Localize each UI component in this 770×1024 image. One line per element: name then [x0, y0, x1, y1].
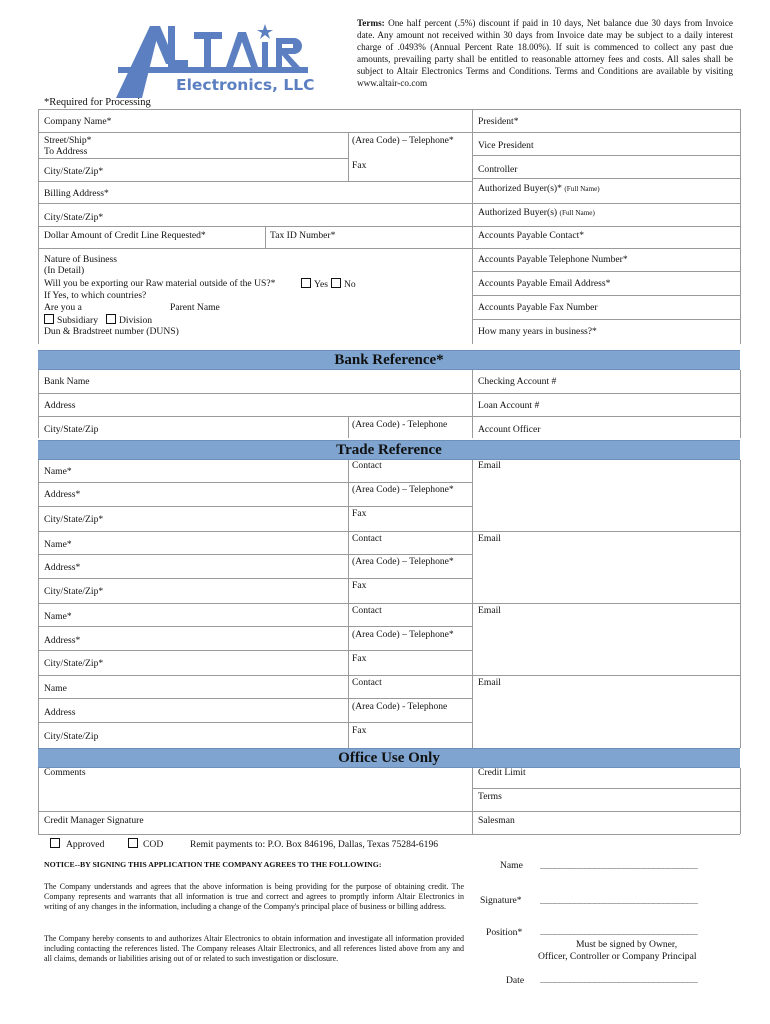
- sig-position-field[interactable]: ________________________________: [540, 926, 698, 936]
- street-ship-label: Street/Ship*: [44, 135, 92, 146]
- trade-ref-2-city-label: City/State/Zip*: [44, 586, 104, 597]
- notice-paragraph-1: The Company understands and agrees that the above information is being providing for the purpose of obtaining credit. The Company represents and warrants that all information is true and correct and agrees to promptly inform Altair Electronics in writing of any changes in the information, including a change of the Company's principal place of business or billing address.: [44, 882, 464, 912]
- bank-telephone-label: (Area Code) - Telephone: [352, 419, 448, 430]
- billing-city-state-zip-label: City/State/Zip*: [44, 212, 104, 223]
- trade-ref-4-address-label: Address: [44, 707, 76, 718]
- credit-line-label: Dollar Amount of Credit Line Requested*: [44, 230, 206, 241]
- which-countries-label: If Yes, to which countries?: [44, 290, 147, 301]
- bank-reference-title: Bank Reference*: [334, 352, 444, 368]
- trade-ref-2-fax-label: Fax: [352, 580, 367, 591]
- controller-label: Controller: [478, 164, 518, 175]
- sig-date-label: Date: [506, 975, 525, 986]
- billing-address-label: Billing Address*: [44, 188, 109, 199]
- to-address-label: To Address: [44, 146, 88, 157]
- office-use-title: Office Use Only: [338, 750, 440, 766]
- trade-ref-3-fax-label: Fax: [352, 653, 367, 664]
- are-you-a-label: Are you a: [44, 302, 82, 313]
- division-checkbox[interactable]: [106, 314, 116, 324]
- president-label: President*: [478, 116, 519, 127]
- trade-ref-1-telephone-label: (Area Code) – Telephone*: [352, 484, 454, 495]
- bank-city-label: City/State/Zip: [44, 424, 99, 435]
- trade-ref-1-name-label: Name*: [44, 466, 72, 477]
- cod-label: COD: [143, 839, 164, 850]
- full-name-hint-2: (Full Name): [559, 209, 595, 217]
- bank-address-label: Address: [44, 400, 76, 411]
- trade-reference-title: Trade Reference: [336, 442, 442, 458]
- bank-name-label: Bank Name: [44, 376, 90, 387]
- salesman-label: Salesman: [478, 815, 515, 826]
- sig-signature-field[interactable]: ________________________________: [540, 895, 698, 905]
- duns-label: Dun & Bradstreet number (DUNS): [44, 326, 179, 337]
- office-use-header: [38, 748, 740, 768]
- trade-ref-3-name-label: Name*: [44, 611, 72, 622]
- nature-of-business-label: Nature of Business: [44, 254, 118, 265]
- remit-address: Remit payments to: P.O. Box 846196, Dallas, Texas 75284-6196: [190, 839, 439, 850]
- sig-date-field[interactable]: ________________________________: [540, 974, 698, 984]
- trade-ref-4-telephone-label: (Area Code) - Telephone: [352, 701, 448, 712]
- trade-ref-3-city-label: City/State/Zip*: [44, 658, 104, 669]
- trade-ref-2-email-label: Email: [478, 533, 501, 544]
- sig-name-label: Name: [500, 860, 523, 871]
- trade-ref-1-city-label: City/State/Zip*: [44, 514, 104, 525]
- trade-ref-2-name-label: Name*: [44, 539, 72, 550]
- ap-telephone-label: Accounts Payable Telephone Number*: [478, 254, 628, 265]
- trade-ref-4-contact-label: Contact: [352, 677, 382, 688]
- subsidiary-checkbox[interactable]: [44, 314, 54, 324]
- export-yes-checkbox[interactable]: [301, 278, 311, 288]
- subsidiary-option[interactable]: [44, 314, 98, 326]
- logo-subtitle: Electronics, LLC: [176, 76, 315, 94]
- company-name-field[interactable]: [140, 112, 465, 130]
- tax-id-label: Tax ID Number*: [270, 230, 336, 241]
- company-telephone-label: (Area Code) – Telephone*: [352, 135, 454, 146]
- export-yes-label: Yes: [314, 279, 328, 290]
- authorized-buyer-2-label: [478, 207, 595, 219]
- terms-paragraph: [357, 18, 733, 89]
- trade-ref-1-fax-label: Fax: [352, 508, 367, 519]
- cod-option[interactable]: [128, 838, 163, 850]
- export-no-label: No: [344, 279, 356, 290]
- years-in-business-label: How many years in business?*: [478, 326, 597, 337]
- company-fax-label: Fax: [352, 160, 367, 171]
- trade-ref-2-contact-label: Contact: [352, 533, 382, 544]
- trade-ref-3-telephone-label: (Area Code) – Telephone*: [352, 629, 454, 640]
- vice-president-label: Vice President: [478, 140, 534, 151]
- credit-limit-label: Credit Limit: [478, 767, 526, 778]
- account-officer-label: Account Officer: [478, 424, 541, 435]
- trade-ref-4-city-label: City/State/Zip: [44, 731, 99, 742]
- required-note: *Required for Processing: [44, 97, 151, 108]
- trade-ref-3-address-label: Address*: [44, 635, 81, 646]
- city-state-zip-label: City/State/Zip*: [44, 166, 104, 177]
- trade-ref-3-email-label: Email: [478, 605, 501, 616]
- division-option[interactable]: [106, 314, 152, 326]
- trade-ref-4-name-label: Name: [44, 683, 67, 694]
- approved-option[interactable]: [50, 838, 104, 850]
- notice-heading: NOTICE--BY SIGNING THIS APPLICATION THE COMPANY AGREES TO THE FOLLOWING:: [44, 860, 382, 869]
- must-be-signed-line-2: Officer, Controller or Company Principal: [538, 951, 697, 962]
- sig-signature-label: Signature*: [480, 895, 522, 906]
- export-no-option[interactable]: [331, 278, 356, 290]
- authorized-buyer-2-text: Authorized Buyer(s): [478, 207, 558, 218]
- trade-ref-3-contact-label: Contact: [352, 605, 382, 616]
- export-yes-option[interactable]: [301, 278, 328, 290]
- bank-reference-header: [38, 350, 740, 370]
- loan-account-label: Loan Account #: [478, 400, 540, 411]
- sig-name-field[interactable]: ________________________________: [540, 860, 698, 870]
- approved-label: Approved: [66, 839, 105, 850]
- in-detail-label: (In Detail): [44, 265, 85, 276]
- authorized-buyer-1-text: Authorized Buyer(s)*: [478, 183, 562, 194]
- terms-text: One half percent (.5%) discount if paid in 10 days, Net balance due 30 days from Invoice date. Any amount not received within 30 days from Invoice date may be subject to a daily interest charge of .0493% (Annual Percent Rate 18.00%). If suit is commenced to collect any past due amounts, prevailing party shall be entitled to reasonable attorney fees and costs. All sales shall be subject to Altair Electronics Terms and Conditions. Terms and Conditions are available by visiting www.altair-co.com: [357, 18, 733, 88]
- export-question-label: Will you be exporting our Raw material outside of the US?*: [44, 278, 276, 289]
- credit-manager-signature-label: Credit Manager Signature: [44, 815, 144, 826]
- trade-ref-1-address-label: Address*: [44, 489, 81, 500]
- checking-account-label: Checking Account #: [478, 376, 557, 387]
- ap-fax-label: Accounts Payable Fax Number: [478, 302, 598, 313]
- trade-ref-4-email-label: Email: [478, 677, 501, 688]
- ap-contact-label: Accounts Payable Contact*: [478, 230, 585, 241]
- must-be-signed-line-1: Must be signed by Owner,: [576, 939, 678, 950]
- trade-ref-4-fax-label: Fax: [352, 725, 367, 736]
- trade-ref-2-telephone-label: (Area Code) – Telephone*: [352, 556, 454, 567]
- company-name-label: Company Name*: [44, 116, 112, 127]
- trade-ref-2-address-label: Address*: [44, 562, 81, 573]
- ap-email-label: Accounts Payable Email Address*: [478, 278, 611, 289]
- subsidiary-label: Subsidiary: [57, 315, 99, 326]
- authorized-buyer-1-label: [478, 183, 600, 195]
- company-logo: [98, 18, 313, 102]
- cod-checkbox[interactable]: [128, 838, 138, 848]
- approved-checkbox[interactable]: [50, 838, 60, 848]
- trade-ref-1-contact-label: Contact: [352, 460, 382, 471]
- office-terms-label: Terms: [478, 791, 502, 802]
- notice-paragraph-2: The Company hereby consents to and authorizes Altair Electronics to obtain information and investigate all information provided including contacting the references listed. The Company releases Altair Electronics, and all references listed above from any and all claims, demands or liabilities arising out of or related to such investigation or disclosure.: [44, 934, 464, 964]
- parent-name-label: Parent Name: [170, 302, 220, 313]
- full-name-hint-1: (Full Name): [564, 185, 600, 193]
- comments-label: Comments: [44, 767, 86, 778]
- trade-ref-1-email-label: Email: [478, 460, 501, 471]
- export-no-checkbox[interactable]: [331, 278, 341, 288]
- division-label: Division: [119, 315, 153, 326]
- sig-position-label: Position*: [486, 927, 523, 938]
- trade-reference-header: [38, 440, 740, 460]
- terms-label: Terms:: [357, 18, 385, 28]
